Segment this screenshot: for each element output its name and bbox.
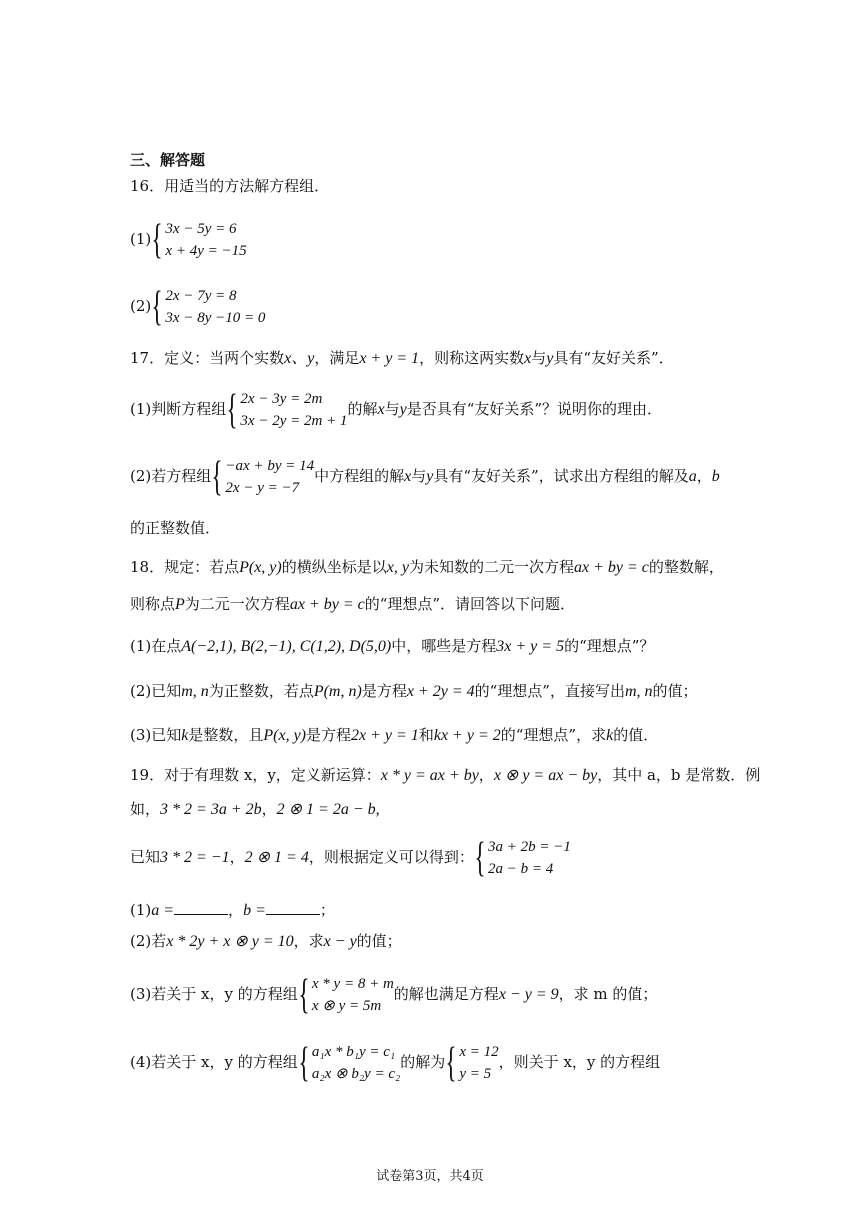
- q18-text: 的整数解，: [648, 558, 724, 576]
- q19-known: 3 * 2 = −1: [160, 849, 230, 866]
- q19-stem-line1: [130, 765, 760, 786]
- q18-text: 为正整数，若点: [208, 682, 314, 700]
- q19-text: 如，: [130, 800, 161, 818]
- q18-text: 的“理想点”，求: [500, 726, 607, 744]
- q17-part2-x: x: [404, 468, 412, 485]
- q16-stem: 16．用适当的方法解方程组．: [130, 177, 330, 195]
- q19-example: 3 * 2 = 3a + 2b: [160, 801, 262, 818]
- q17-part1-x: x: [377, 401, 385, 418]
- q18-text: 的“理想点”，直接写出: [474, 682, 625, 700]
- q18-text: 则称点: [130, 595, 176, 613]
- q17-part2: [130, 454, 720, 499]
- q19-text: ，求: [293, 932, 324, 950]
- q19-text: 已知: [130, 848, 161, 866]
- q19-text: 的解也满足方程: [393, 985, 499, 1003]
- q19-part4: [130, 1040, 660, 1085]
- q19-text: (3)若关于 x，y 的方程组: [130, 985, 298, 1003]
- q17-part1-label: (1)判断方程组: [130, 400, 227, 418]
- q19-stem-line2: [130, 799, 380, 820]
- q17-part2-a: a: [688, 468, 697, 485]
- q19-text: 19．对于有理数 x，y，定义新运算：: [130, 766, 381, 784]
- q18-text: 18．规定：若点: [130, 558, 240, 576]
- q18-vars: m, n: [624, 683, 653, 700]
- q16-part2-eq1: 2x − 7y = 8: [165, 288, 237, 304]
- q18-text: (3)已知: [130, 726, 182, 744]
- q18-text: 是整数，且: [188, 726, 264, 744]
- q19-op-otimes: x ⊗ y = ax − by: [493, 767, 598, 784]
- q17-part1-text: 是否具有“友好关系”？说明你的理由．: [406, 400, 663, 418]
- q19-text: ，求 m 的值；: [558, 985, 658, 1003]
- q18-part3: [130, 725, 658, 746]
- q16-part1-eq1: 3x − 5y = 6: [165, 221, 237, 237]
- q16-part2: [130, 284, 265, 329]
- q19-part3-eq1: x * y = 8 + m: [311, 976, 394, 992]
- q18-vars: m, n: [181, 683, 209, 700]
- q18-equation: 2x + y = 1: [351, 727, 419, 744]
- q19-text: (4)若关于 x，y 的方程组: [130, 1053, 298, 1071]
- q17-stem-text: 17．定义：当两个实数: [130, 349, 285, 367]
- q19-text: ，: [478, 766, 494, 784]
- q18-equation: 3x + y = 5: [496, 638, 565, 655]
- q19-part4-sol1: x = 12: [459, 1044, 499, 1060]
- q16-part2-system: { 2x − 7y = 8 3x − 8y −10 = 0: [151, 284, 266, 330]
- q17-stem-x: x: [524, 350, 532, 367]
- q18-vars: x, y: [386, 559, 409, 576]
- q18-equation: kx + y = 2: [433, 727, 501, 744]
- q19-part4-solution: { x = 12 y = 5: [445, 1040, 499, 1086]
- q19-text: 的解为: [400, 1053, 446, 1071]
- q18-text: 是方程: [306, 726, 352, 744]
- q17-stem: [130, 348, 674, 369]
- q18-stem-line2: [130, 594, 575, 615]
- q18-point-p: P(x, y): [263, 727, 307, 744]
- q18-k: k: [606, 727, 614, 744]
- q17-part2-eq2: 2x − y = −7: [225, 480, 300, 496]
- q19-text: (2)若: [130, 932, 167, 950]
- q18-points: A(−2,1), B(2,−1), C(1,2), D(5,0): [181, 638, 392, 655]
- q19-text: ；: [319, 901, 335, 919]
- q17-part2-label: (2)若方程组: [130, 467, 212, 485]
- q18-text: (1)在点: [130, 637, 182, 655]
- q17-part1-eq2: 3x − 2y = 2m + 1: [240, 413, 348, 429]
- q18-text: 的横纵坐标是以: [281, 558, 387, 576]
- q17-part1-y: y: [399, 401, 407, 418]
- q18-text: 的“理想点”．请回答以下问题．: [364, 595, 576, 613]
- page-footer: 试卷第3页，共4页: [376, 1169, 484, 1184]
- q19-part2-equation: x * 2y + x ⊗ y = 10: [166, 933, 294, 950]
- q18-point-p: P(m, n): [313, 683, 362, 700]
- q17-part2-text: 与: [411, 467, 427, 485]
- q17-stem-text: ，则称这两实数: [419, 349, 525, 367]
- q19-text: ，: [261, 800, 277, 818]
- q19-part3-eq3: x − y = 9: [498, 986, 559, 1003]
- q19-derived-eq1: 3a + 2b = −1: [488, 839, 571, 855]
- q18-text: 为二元一次方程: [184, 595, 290, 613]
- q18-text: 是方程: [361, 682, 407, 700]
- q19-part1-a: a =: [151, 902, 175, 919]
- q17-part2-y: y: [426, 468, 434, 485]
- q19-text: ，: [229, 848, 245, 866]
- q19-part1-label: (1): [130, 901, 152, 919]
- q17-part1: [130, 387, 662, 432]
- q17-stem-text: 具有“友好关系”．: [553, 349, 674, 367]
- q19-text: ，则根据定义可以得到：: [308, 848, 474, 866]
- q17-part1-system: { 2x − 3y = 2m 3x − 2y = 2m + 1: [226, 387, 348, 433]
- q16-part1-label: (1): [130, 230, 152, 248]
- q18-text: 为未知数的二元一次方程: [408, 558, 574, 576]
- section-heading: 三、解答题: [130, 151, 206, 169]
- q17-part1-eq1: 2x − 3y = 2m: [240, 391, 323, 407]
- q19-text: ，则关于 x，y 的方程组: [498, 1053, 661, 1071]
- q19-part1-a-blank[interactable]: [174, 900, 228, 915]
- q19-text: ，其中 a，b 是常数．例: [597, 766, 761, 784]
- q17-part2-continuation: 的正整数值．: [130, 519, 221, 537]
- q17-stem-text: 与: [531, 349, 547, 367]
- q16-part1-system: { 3x − 5y = 6 x + 4y = −15: [151, 217, 247, 263]
- q18-text: 的“理想点”？: [564, 637, 655, 655]
- q17-part2-eq1: −ax + by = 14: [225, 458, 315, 474]
- q18-part1: [130, 636, 654, 657]
- q19-part4-eq2: a₂x ⊗ b₂y = c₂: [311, 1066, 401, 1082]
- q19-text: 的值；: [356, 932, 402, 950]
- q17-part2-text: 具有“友好关系”，试求出方程组的解及: [433, 467, 689, 485]
- q18-equation: ax + by = c: [573, 559, 649, 576]
- q18-equation: x + 2y = 4: [406, 683, 475, 700]
- q19-part4-system: { a₁x * b₁y = c₁ a₂x ⊗ b₂y = c₂: [298, 1040, 401, 1086]
- q19-part1: [130, 900, 335, 921]
- q19-example: 2 ⊗ 1 = 2a − b,: [276, 801, 380, 818]
- q19-stem-line3: [130, 835, 571, 880]
- q19-part3: [130, 972, 657, 1017]
- q17-part1-text: 的解: [347, 400, 378, 418]
- q19-part4-sol2: y = 5: [459, 1066, 492, 1082]
- q16-part1-eq2: x + 4y = −15: [165, 243, 247, 259]
- q18-text: 和: [418, 726, 434, 744]
- q17-part2-text: 中方程组的解: [314, 467, 405, 485]
- q17-part1-text: 与: [384, 400, 400, 418]
- q18-point-p: P: [175, 596, 185, 613]
- q16-part2-eq2: 3x − 8y −10 = 0: [165, 310, 266, 326]
- q19-known: 2 ⊗ 1 = 4: [244, 849, 309, 866]
- q19-part4-eq1: a₁x * b₁y = c₁: [311, 1044, 396, 1060]
- q18-k: k: [181, 727, 189, 744]
- q19-part2: [130, 931, 402, 952]
- q16-part1: [130, 217, 247, 262]
- q18-text: (2)已知: [130, 682, 182, 700]
- q19-part3-system: { x * y = 8 + m x ⊗ y = 5m: [298, 972, 394, 1018]
- q19-op-star: x * y = ax + by: [380, 767, 479, 784]
- q18-text: 中，哪些是方程: [391, 637, 497, 655]
- q17-stem-y: y: [546, 350, 554, 367]
- q18-point-p: P(x, y): [239, 559, 282, 576]
- q19-part1-b: b =: [243, 902, 266, 919]
- q17-part2-b: b: [711, 468, 720, 485]
- q17-stem-condition: x + y = 1: [359, 350, 420, 367]
- q19-part1-b-blank[interactable]: [266, 900, 320, 915]
- q18-equation: ax + by = c: [289, 596, 365, 613]
- q17-part2-text: ，: [696, 467, 712, 485]
- q17-stem-text: ，满足: [314, 349, 360, 367]
- q19-derived-system: { 3a + 2b = −1 2a − b = 4: [474, 835, 571, 881]
- q19-text: ，: [228, 901, 244, 919]
- q19-part3-eq2: x ⊗ y = 5m: [311, 998, 382, 1014]
- q18-text: 的值．: [613, 726, 659, 744]
- q19-derived-eq2: 2a − b = 4: [488, 861, 554, 877]
- q18-part2: [130, 681, 698, 702]
- q17-stem-vars: x、y: [284, 350, 315, 367]
- q17-part2-system: { −ax + by = 14 2x − y = −7: [211, 454, 315, 500]
- q19-part2-expression: x − y: [323, 933, 357, 950]
- q18-text: 的值；: [652, 682, 698, 700]
- q18-stem-line1: [130, 557, 724, 578]
- q16-part2-label: (2): [130, 297, 152, 315]
